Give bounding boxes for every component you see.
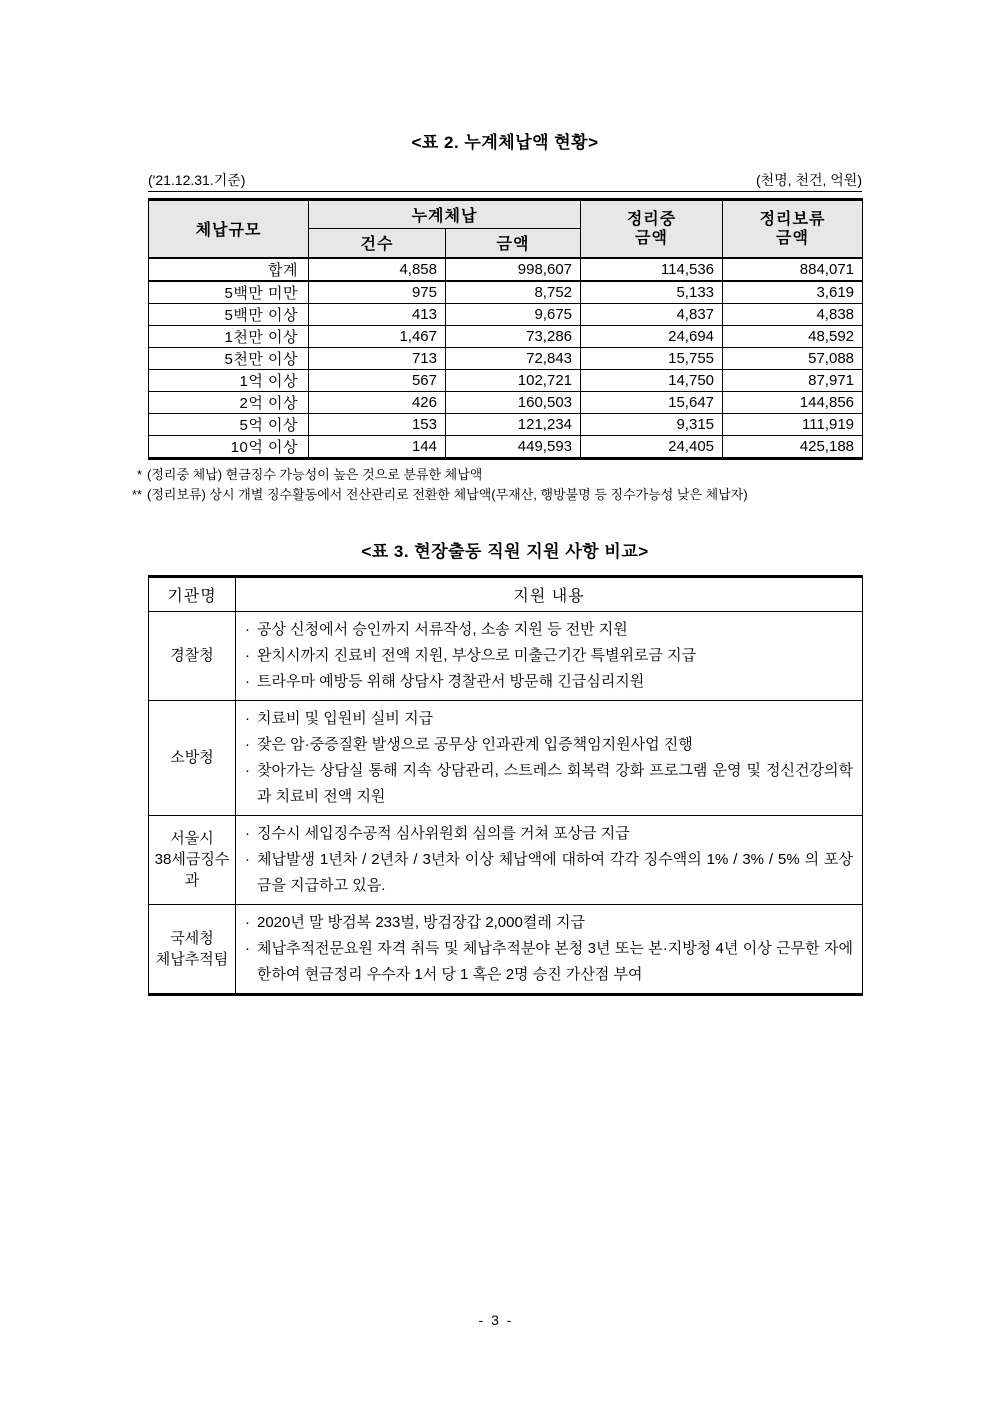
cell-clearing: 15,755	[581, 347, 723, 369]
table3-header-content: 지원 내용	[236, 576, 863, 611]
org-cell	[149, 611, 236, 700]
table2-row	[149, 303, 863, 325]
table2-header-scale: 체납규모	[149, 200, 309, 258]
cell-amount: 72,843	[446, 347, 581, 369]
cell-amount: 160,503	[446, 391, 581, 413]
support-items-cell	[236, 700, 863, 815]
bullet-icon: ·	[245, 850, 250, 868]
table2-total-row	[149, 258, 863, 281]
bullet-icon: ·	[245, 620, 250, 638]
row-label: 1억 이상	[149, 369, 309, 391]
support-item-text: 찾아가는 상담실 통해 지속 상담관리, 스트레스 회복력 강화 프로그램 운영 및 정신건강의학과 치료비 전액 지원	[257, 761, 853, 805]
support-item-text: 치료비 및 입원비 실비 지급	[257, 709, 434, 727]
support-item	[242, 847, 853, 899]
support-item-text: 체납추적전문요원 자격 취득 및 체납추적분야 본청 3년 또는 본·지방청 4년 이상 근무한 자에 한하여 현금정리 우수자 1서 당 1 혹은 2명 승진 가산점 부여	[257, 939, 853, 983]
table2-header-clearing-line1: 정리중	[626, 210, 677, 228]
document-page	[131, 0, 862, 996]
support-item-text: 체납발생 1년차 / 2년차 / 3년차 이상 체납액에 대하여 각각 징수액의 1% / 3% / 5% 의 포상금을 지급하고 있음.	[257, 850, 853, 894]
support-items-cell	[236, 611, 863, 700]
row-label: 10억 이상	[149, 435, 309, 458]
cell-deferred: 884,071	[723, 258, 863, 281]
table2-row	[149, 391, 863, 413]
table2-footnotes	[116, 465, 906, 505]
cell-amount: 102,721	[446, 369, 581, 391]
footnote	[116, 465, 906, 485]
support-items-cell	[236, 904, 863, 994]
cell-count: 975	[309, 281, 446, 304]
cell-clearing: 24,694	[581, 325, 723, 347]
row-label: 1천만 이상	[149, 325, 309, 347]
cell-deferred: 48,592	[723, 325, 863, 347]
support-item	[242, 706, 853, 732]
row-label: 5백만 미만	[149, 281, 309, 304]
support-item	[242, 643, 853, 669]
footnote-marker: *	[136, 466, 142, 482]
table3-support-comparison	[148, 575, 863, 996]
cell-clearing: 114,536	[581, 258, 723, 281]
table2-row	[149, 281, 863, 304]
support-item-text: 공상 신청에서 승인까지 서류작성, 소송 지원 등 전반 지원	[257, 620, 628, 638]
table2-header-deferred	[723, 200, 863, 258]
bullet-icon: ·	[245, 672, 250, 690]
row-label: 2억 이상	[149, 391, 309, 413]
table2-header-clearing	[581, 200, 723, 258]
cell-count: 713	[309, 347, 446, 369]
table2-header-deferred-line1: 정리보류	[759, 210, 826, 228]
support-item	[242, 821, 853, 847]
footnote-marker: **	[131, 486, 142, 502]
table2-header-amount: 금액	[446, 229, 581, 258]
org-name: 체납추적팀	[155, 950, 229, 968]
cell-clearing: 15,647	[581, 391, 723, 413]
row-label: 5억 이상	[149, 413, 309, 435]
footnote	[116, 485, 906, 505]
table3-row	[149, 700, 863, 815]
table2-header-count: 건수	[309, 229, 446, 258]
table3-row	[149, 815, 863, 904]
table2-header-clearing-line2: 금액	[635, 229, 668, 247]
table2-row	[149, 413, 863, 435]
cell-count: 144	[309, 435, 446, 458]
org-name: 소방청	[170, 749, 214, 766]
org-cell	[149, 700, 236, 815]
cell-amount: 121,234	[446, 413, 581, 435]
org-name: 서울시	[170, 830, 214, 847]
cell-count: 1,467	[309, 325, 446, 347]
bullet-icon: ·	[245, 709, 250, 727]
cell-clearing: 5,133	[581, 281, 723, 304]
table2-row	[149, 369, 863, 391]
bullet-icon: ·	[245, 735, 250, 753]
bullet-icon: ·	[245, 761, 250, 779]
table3-row	[149, 611, 863, 700]
cell-deferred: 87,971	[723, 369, 863, 391]
support-item-text: 2020년 말 방검복 233벌, 방검장갑 2,000켤레 지급	[257, 913, 585, 931]
support-item	[242, 936, 853, 988]
cell-amount: 9,675	[446, 303, 581, 325]
cell-amount: 8,752	[446, 281, 581, 304]
cell-amount: 998,607	[446, 258, 581, 281]
page-number: - 3 -	[478, 1312, 514, 1328]
cell-amount: 73,286	[446, 325, 581, 347]
support-items-cell	[236, 815, 863, 904]
cell-count: 4,858	[309, 258, 446, 281]
cell-clearing: 14,750	[581, 369, 723, 391]
row-label: 5천만 이상	[149, 347, 309, 369]
table3-header-org: 기관명	[149, 576, 236, 611]
table2-header-cumulative: 누계체납	[309, 200, 581, 229]
row-label: 5백만 이상	[149, 303, 309, 325]
bullet-icon: ·	[245, 824, 250, 842]
support-item	[242, 758, 853, 810]
cell-deferred: 3,619	[723, 281, 863, 304]
support-item	[242, 669, 853, 695]
support-item-text: 트라우마 예방등 위해 상담사 경찰관서 방문해 긴급심리지원	[257, 672, 645, 690]
org-cell	[149, 815, 236, 904]
support-item-text: 완치시까지 진료비 전액 지원, 부상으로 미출근기간 특별위로금 지급	[257, 646, 697, 664]
table2-row	[149, 325, 863, 347]
table2-header	[149, 200, 863, 258]
table2-body	[149, 258, 863, 459]
table2-caption-row	[148, 170, 862, 192]
cell-count: 153	[309, 413, 446, 435]
support-item	[242, 732, 853, 758]
table2-arrears-status	[148, 198, 863, 460]
cell-clearing: 24,405	[581, 435, 723, 458]
table2-header-deferred-line2: 금액	[776, 229, 809, 247]
support-item-text: 징수시 세입징수공적 심사위원회 심의를 거쳐 포상금 지급	[257, 824, 630, 842]
bullet-icon: ·	[245, 939, 250, 957]
table2-row	[149, 347, 863, 369]
table2-title: <표 2. 누계체납액 현황>	[411, 133, 599, 152]
footnote-text: (정리보류) 상시 개별 징수활동에서 전산관리로 전환한 체납액(무재산, 행방불명 등 징수가능성 낮은 체납자)	[147, 486, 748, 502]
cell-deferred: 57,088	[723, 347, 863, 369]
cell-clearing: 9,315	[581, 413, 723, 435]
org-name: 38세금징수과	[154, 851, 230, 889]
support-item	[242, 617, 853, 643]
cell-deferred: 425,188	[723, 435, 863, 458]
table3-header	[149, 576, 863, 611]
org-cell	[149, 904, 236, 994]
cell-clearing: 4,837	[581, 303, 723, 325]
support-item-text: 잦은 암·중증질환 발생으로 공무상 인과관계 입증책임지원사업 진행	[257, 735, 693, 753]
cell-count: 426	[309, 391, 446, 413]
table2-row	[149, 435, 863, 458]
org-name: 국세청	[170, 929, 214, 947]
bullet-icon: ·	[245, 646, 250, 664]
bullet-icon: ·	[245, 913, 250, 931]
footnote-text: (정리중 체납) 현금징수 가능성이 높은 것으로 분류한 체납액	[147, 466, 483, 482]
table3-row	[149, 904, 863, 994]
support-item	[242, 910, 853, 936]
cell-amount: 449,593	[446, 435, 581, 458]
table3-title: <표 3. 현장출동 직원 지원 사항 비교>	[361, 541, 649, 561]
cell-deferred: 111,919	[723, 413, 863, 435]
table2-caption-unit: (천명, 천건, 억원)	[755, 172, 862, 188]
table3-body	[149, 611, 863, 994]
org-name: 경찰청	[170, 647, 214, 664]
cell-count: 567	[309, 369, 446, 391]
cell-deferred: 4,838	[723, 303, 863, 325]
cell-count: 413	[309, 303, 446, 325]
table2-caption-date: ('21.12.31.기준)	[148, 172, 246, 188]
cell-deferred: 144,856	[723, 391, 863, 413]
row-label: 합계	[149, 258, 309, 281]
